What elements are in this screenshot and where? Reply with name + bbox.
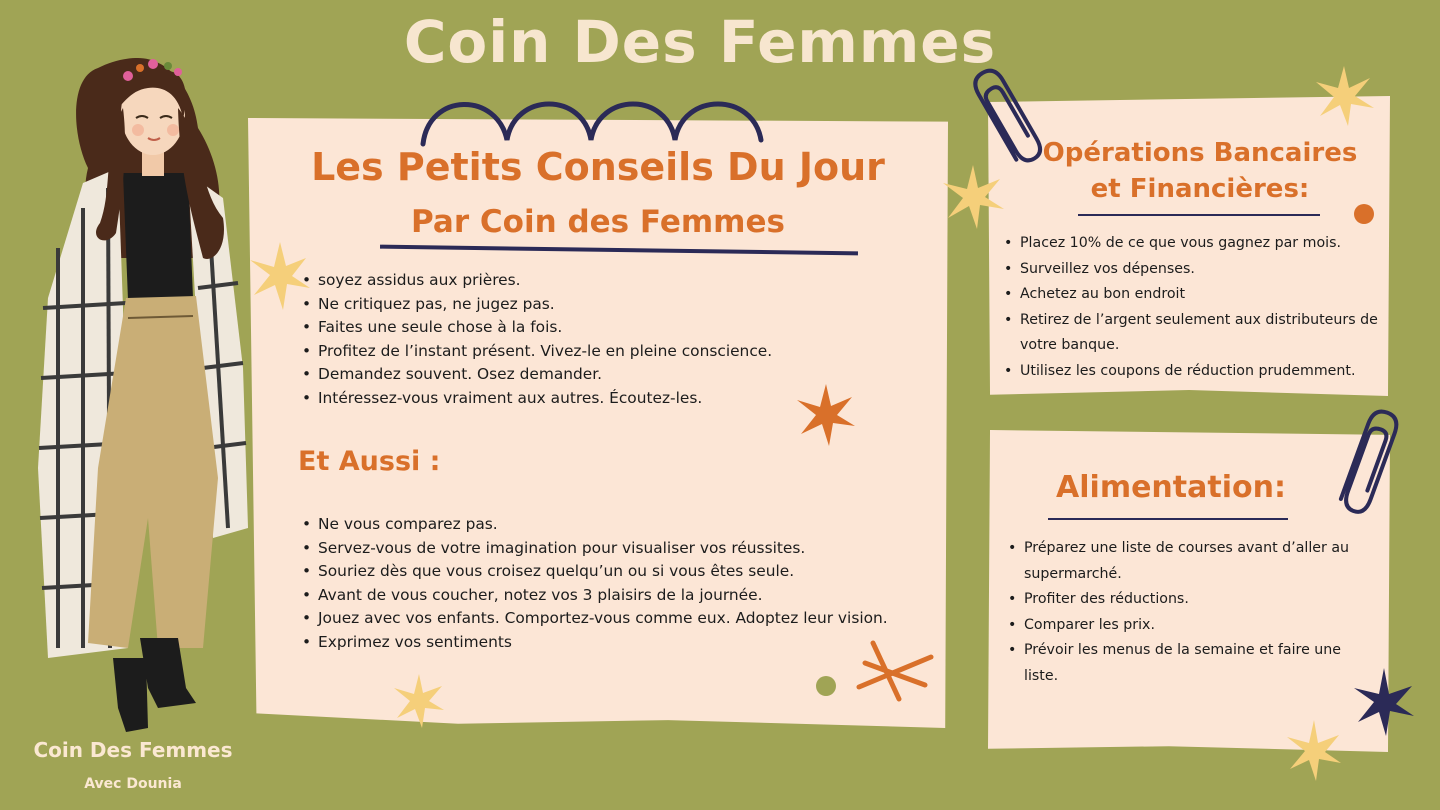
- star-icon: [1285, 718, 1343, 784]
- list-item: • Intéressez-vous vraiment aux autres. Écoutez-les.: [300, 387, 920, 411]
- star-icon: [1312, 64, 1376, 128]
- scallop-decoration: [415, 92, 775, 152]
- paperclip-icon: [965, 60, 1045, 180]
- list-item: • Préparez une liste de courses avant d’aller au supermarché.: [1006, 536, 1376, 587]
- paperclip-icon: [1325, 400, 1405, 525]
- list-item: • Comparer les prix.: [1006, 613, 1376, 639]
- woman-illustration: [28, 48, 258, 738]
- list-item: • Demandez souvent. Osez demander.: [300, 363, 920, 387]
- list-item: • Avant de vous coucher, notez vos 3 plaisirs de la journée.: [300, 584, 940, 608]
- page-title: Coin Des Femmes: [403, 8, 997, 76]
- list-item: • Placez 10% de ce que vous gagnez par mois.: [1002, 231, 1384, 257]
- center-title: Les Petits Conseils Du Jour: [311, 145, 885, 189]
- list-item: • Surveillez vos dépenses.: [1002, 257, 1384, 283]
- list-item: • Prévoir les menus de la semaine et faire une liste.: [1006, 638, 1376, 689]
- star-icon: [940, 163, 1006, 233]
- list-item: • Profitez de l’instant présent. Vivez-le en pleine conscience.: [300, 340, 920, 364]
- dot-decoration: [816, 676, 836, 696]
- list-item: • Ne vous comparez pas.: [300, 513, 940, 537]
- list-item: • Souriez dès que vous croisez quelqu’un ou si vous êtes seule.: [300, 560, 940, 584]
- list-item: • Retirez de l’argent seulement aux distributeurs de votre banque.: [1002, 308, 1384, 359]
- also-heading: Et Aussi :: [298, 446, 441, 477]
- list-item: • Exprimez vos sentiments: [300, 631, 940, 655]
- finance-tips-list: [1002, 231, 1384, 384]
- list-item: • Faites une seule chose à la fois.: [300, 316, 920, 340]
- list-item: • Jouez avec vos enfants. Comportez-vous comme eux. Adoptez leur vision.: [300, 607, 940, 631]
- list-item: • soyez assidus aux prières.: [300, 269, 920, 293]
- finance-heading-line2: et Financières:: [1090, 174, 1310, 204]
- credit-name: Coin Des Femmes: [33, 738, 233, 762]
- also-tips-list: [300, 513, 940, 654]
- list-item: • Profiter des réductions.: [1006, 587, 1376, 613]
- finance-heading-underline: [1078, 214, 1320, 216]
- list-item: • Achetez au bon endroit: [1002, 282, 1384, 308]
- star-icon: [1352, 666, 1416, 738]
- dot-decoration: [1354, 204, 1374, 224]
- food-tips-list: [1006, 536, 1376, 689]
- credit-author: Avec Dounia: [84, 776, 182, 792]
- star-icon: [795, 382, 857, 448]
- list-item: • Servez-vous de votre imagination pour visualiser vos réussites.: [300, 537, 940, 561]
- finance-heading-line1: Opérations Bancaires: [1042, 138, 1358, 168]
- list-item: • Utilisez les coupons de réduction prudemment.: [1002, 359, 1384, 385]
- food-heading-underline: [1048, 518, 1288, 520]
- finance-heading: [1010, 135, 1390, 207]
- star-icon: [392, 672, 446, 730]
- food-heading: Alimentation:: [1056, 470, 1286, 505]
- asterisk-icon: [855, 635, 935, 705]
- list-item: • Ne critiquez pas, ne jugez pas.: [300, 293, 920, 317]
- center-subtitle: Par Coin des Femmes: [411, 204, 785, 240]
